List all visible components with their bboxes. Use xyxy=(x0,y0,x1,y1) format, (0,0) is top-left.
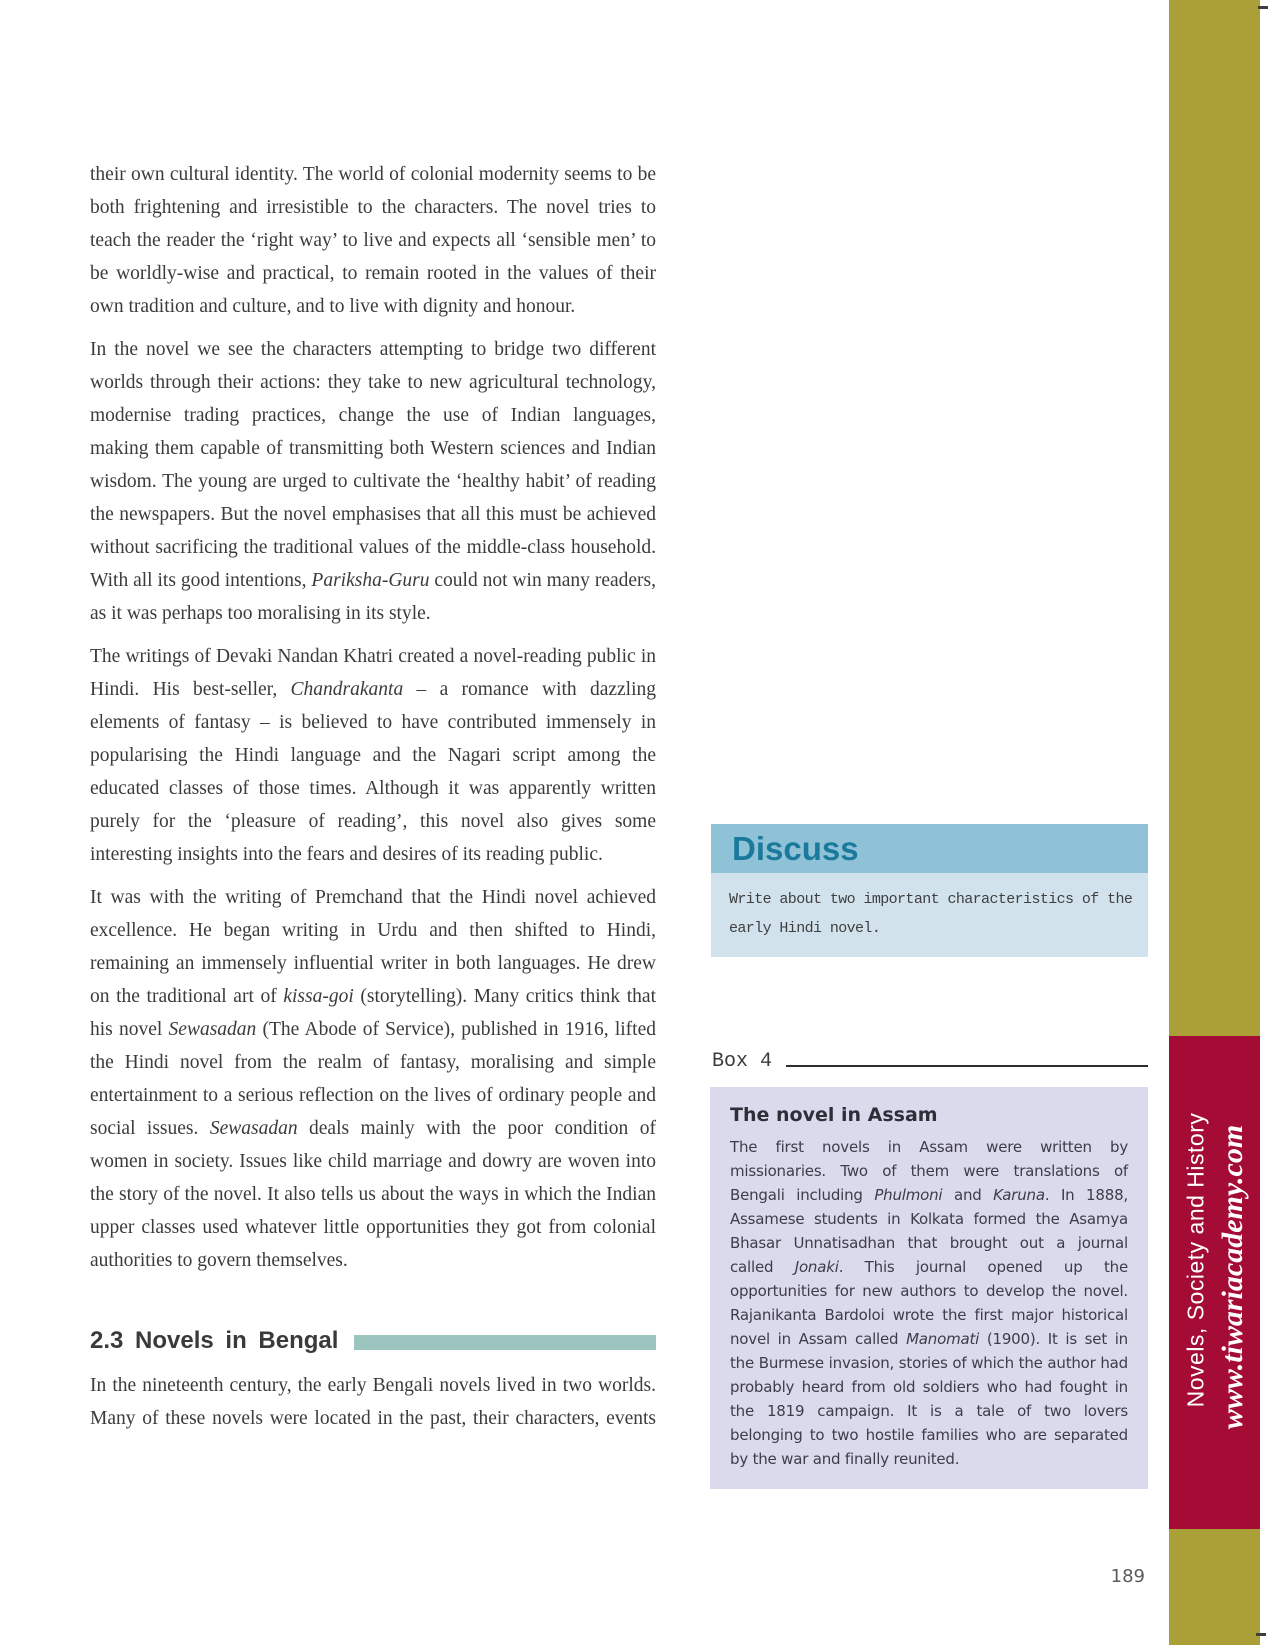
paragraph: their own cultural identity. The world of colonial modernity seems to be both frightening and irresistible to the characters. The novel tries to teach the reader the ‘right way’ to live and expects all ‘sensible men’ to be worldly-wise and practical, to remain rooted in the values of their own tradition and culture, and to live with dignity and honour. xyxy=(90,164,656,317)
box4-title: The novel in Assam xyxy=(730,1104,938,1126)
box4-label: Box 4 xyxy=(712,1050,773,1073)
discuss-title: Discuss xyxy=(732,829,859,867)
crop-mark-top xyxy=(1258,6,1268,9)
olive-band-bottom xyxy=(1169,1529,1260,1645)
section-heading-row xyxy=(90,1327,656,1355)
main-text-column xyxy=(90,158,656,1445)
discuss-box xyxy=(711,824,1148,957)
box4-rule xyxy=(786,1065,1148,1067)
paragraph: In the nineteenth century, the early Bengali novels lived in two worlds. Many of these novels were located in the past, their characters, events xyxy=(90,1375,656,1429)
page-number: 189 xyxy=(1110,1566,1145,1587)
section-heading-bar xyxy=(354,1335,656,1350)
box4-label-row xyxy=(712,1050,1148,1073)
crop-mark-bottom xyxy=(1256,1633,1266,1636)
box4-panel xyxy=(710,1087,1148,1489)
book-title-vertical: Novels, Society and History xyxy=(1182,1112,1209,1408)
paragraph: In the novel we see the characters attempting to bridge two different worlds through their actions: they take to new agricultural technology, modernise trading practices, change the use of Indian languages, making them capable of transmitting both Western sciences and Indian wisdom. The young are urged to cultivate the ‘healthy habit’ of reading the newspapers. But the novel emphasises that all this must be achieved without sacrificing the traditional values of the middle-class household. With all its good intentions, Pariksha-Guru could not win many readers, as it was perhaps too moralising in its style. xyxy=(90,339,656,624)
discuss-body-text: Write about two important characteristics of the early Hindi novel. xyxy=(711,873,1148,957)
paragraph: It was with the writing of Premchand that the Hindi novel achieved excellence. He began writing in Urdu and then shifted to Hindi, remaining an immensely influential writer in both languages. He drew on the traditional art of kissa-goi (storytelling). Many critics think that his novel Sewasadan (The Abode of Service), published in 1916, lifted the Hindi novel from the realm of fantasy, moralising and simple entertainment to a serious reflection on the lives of ordinary people and social issues. Sewasadan deals mainly with the poor condition of women in society. Issues like child marriage and dowry are woven into the story of the novel. It also tells us about the ways in which the Indian upper classes used whatever little opportunities they got from colonial authorities to govern themselves. xyxy=(90,887,657,1271)
olive-band-top xyxy=(1169,0,1260,1036)
discuss-header xyxy=(711,824,1148,873)
section-heading: 2.3 Novels in Bengal xyxy=(90,1327,339,1354)
box4-body-text: The first novels in Assam were written by missionaries. Two of them were translations of Bengali including Phulmoni and Karuna. In 1888, Assamese students in Kolkata formed the Asamya Bhasar Unnatisadhan that brought out a journal called Jonaki. This journal opened up the opportunities for new authors to develop the novel. Rajanikanta Bardoloi wrote the first major historical novel in Assam called Manomati (1900). It is set in the Burmese invasion, stories of which the author had probably heard from old soldiers who had fought in the 1819 campaign. It is a tale of two lovers belonging to two hostile families who are separated by the war and finally reunited. xyxy=(730,1138,1128,1468)
website-vertical: www.tiwariacademy.com xyxy=(1216,1124,1249,1430)
paragraph: The writings of Devaki Nandan Khatri created a novel-reading public in Hindi. His best-seller, Chandrakanta – a romance with dazzling elements of fantasy – is believed to have contributed immensely in popularising the Hindi language and the Nagari script among the educated classes of those times. Although it was apparently written purely for the ‘pleasure of reading’, this novel also gives some interesting insights into the fears and desires of its reading public. xyxy=(90,646,657,865)
